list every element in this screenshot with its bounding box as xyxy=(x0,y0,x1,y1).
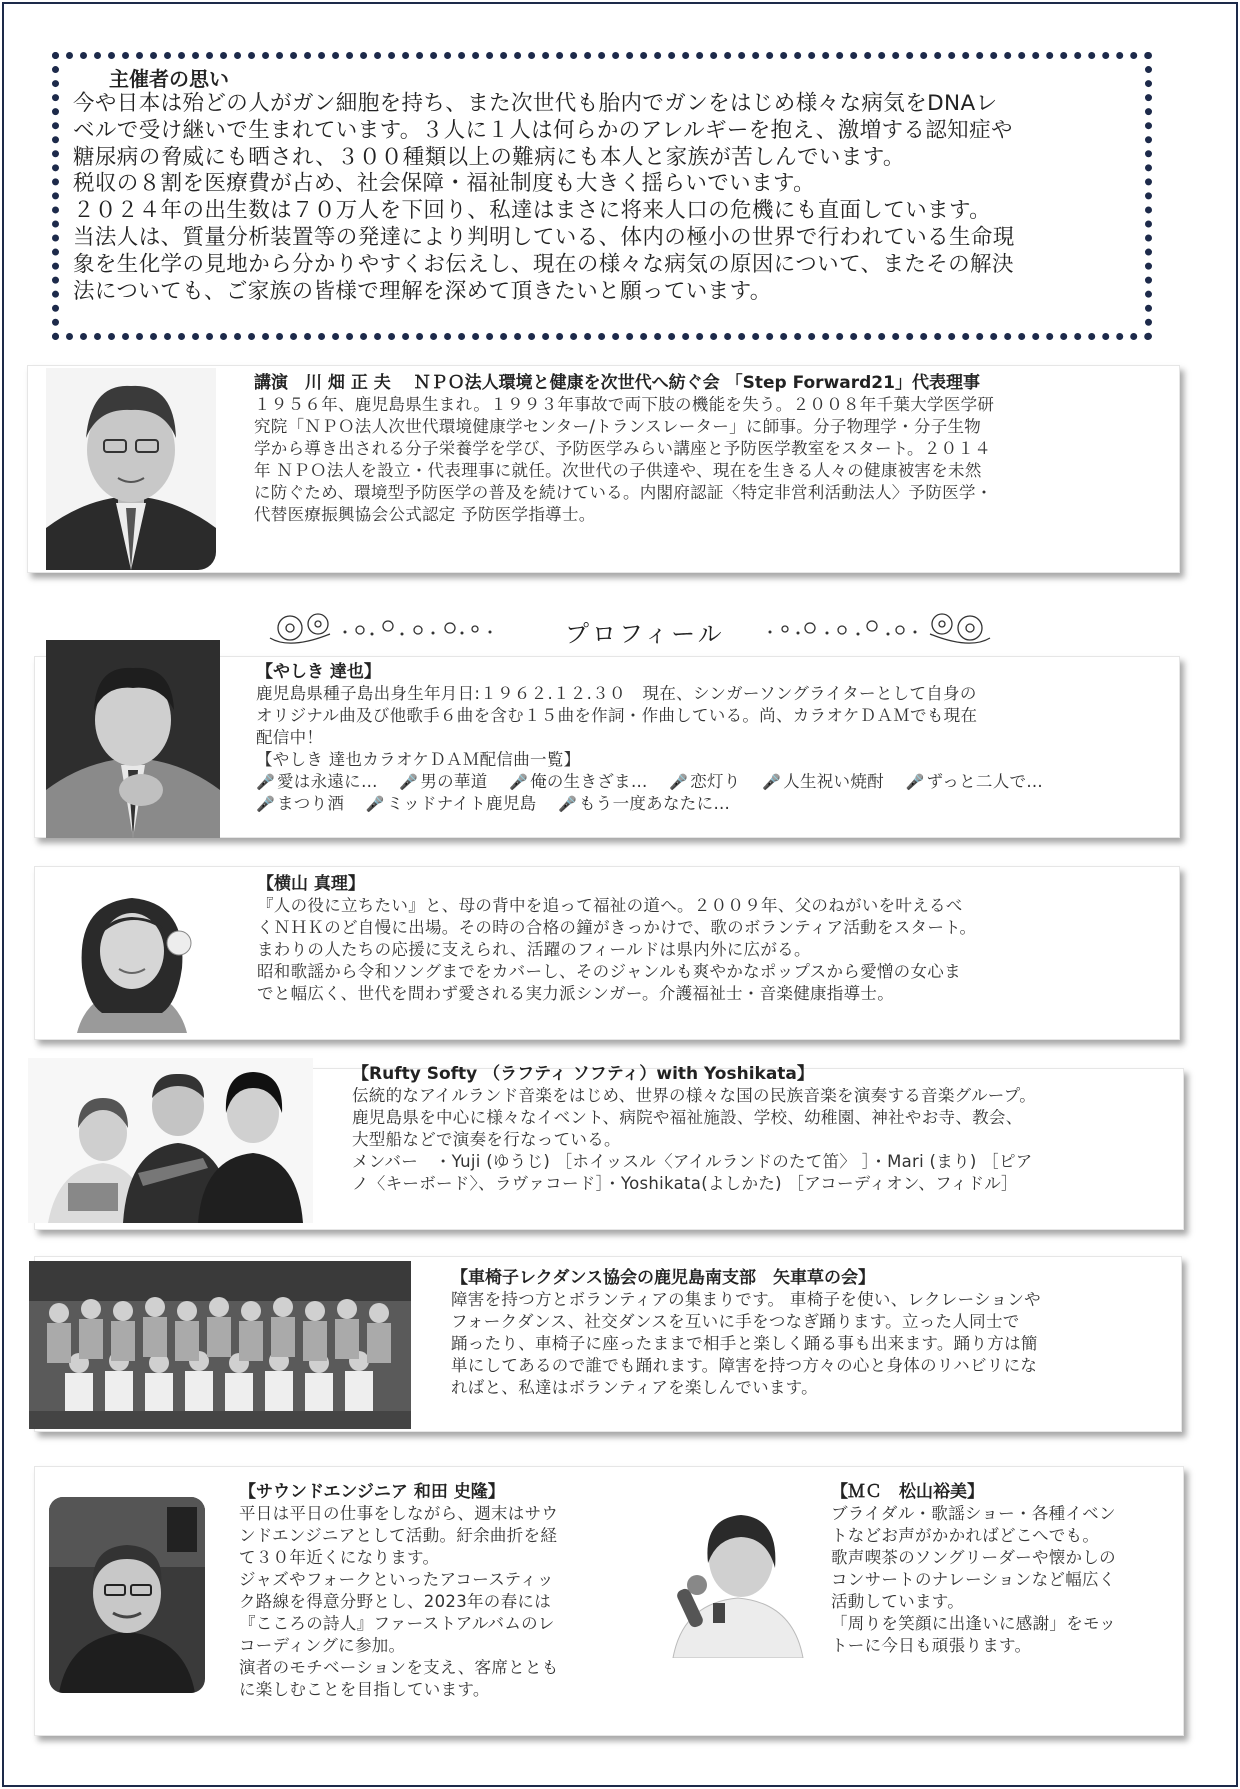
profile-title: プロフィール xyxy=(565,620,725,648)
yokoyama-card xyxy=(34,866,1180,1040)
song-list-heading: 【やしき 達也カラオケＤＡＭ配信曲一覧】 xyxy=(256,750,581,769)
yokoyama-bio xyxy=(257,895,1172,1005)
intro-line: ベルで受け継いで生まれています。３人に１人は何らかのアレルギーを抱え、激増する認知症や xyxy=(73,117,1013,143)
bio-line: 活動しています。 xyxy=(831,1592,965,1611)
microphone-icon: 🎤 xyxy=(905,773,925,791)
song-item: 🎤 恋灯り xyxy=(669,772,741,791)
microphone-icon: 🎤 xyxy=(399,773,419,791)
organizer-message-box xyxy=(52,52,1152,340)
organizer-message-title: 主催者の思い xyxy=(109,67,229,91)
wheelchair-dance-bio xyxy=(451,1289,1176,1399)
staff-card xyxy=(34,1466,1184,1736)
bio-line: 障害を持つ方とボランティアの集まりです。 車椅子を使い、レクレーションや xyxy=(451,1290,1041,1309)
intro-line: 法についても、ご家族の皆様で理解を深めて頂きたいと願っています。 xyxy=(73,278,772,304)
bio-line: 単にしてあるので誰でも踊れます。障害を持つ方々の心と身体のリハビリにな xyxy=(451,1356,1038,1375)
microphone-icon: 🎤 xyxy=(256,773,275,791)
bio-line: に楽しむことを目指しています。 xyxy=(239,1680,490,1699)
song-item: 🎤 俺の生きざま… xyxy=(509,772,648,791)
bio-line: ノ〈キーボード〉、ラヴァコード］・Yoshikata(よしかた) ［アコーディオン、フィドル］ xyxy=(352,1174,1018,1193)
bio-line: ればと、私達はボランティアを楽しんでいます。 xyxy=(451,1378,818,1397)
wheelchair-dance-heading: 【車椅子レクダンス協会の鹿児島南支部 矢車草の会】 xyxy=(451,1268,875,1288)
bio-line: まわりの人たちの応援に支えられ、活躍のフィールドは県内外に広がる。 xyxy=(257,940,811,959)
microphone-icon: 🎤 xyxy=(762,773,782,791)
bio-line: トーに今日も頑張ります。 xyxy=(831,1636,1032,1655)
sound-engineer-photo xyxy=(49,1497,205,1693)
bio-line: フォークダンス、社交ダンスを互いに手をつなぎ踊ります。立った人同士で xyxy=(451,1312,1020,1331)
bio-line: 演者のモチベーションを支え、客席ととも xyxy=(239,1658,559,1677)
bio-line: くＮＨＫのど自慢に出場。その時の合格の鐘がきっかけで、歌のボランティア活動をスタート。 xyxy=(257,918,977,937)
bio-line: 究院「ＮＰＯ法人次世代環境健康学センター/トランスレーター」に師事。分子物理学・分子生物 xyxy=(254,417,982,436)
bio-line: 伝統的なアイルランド音楽をはじめ、世界の様々な国の民族音楽を演奏する音楽グループ。 xyxy=(352,1086,1037,1105)
song-item: 🎤 愛は永遠に… xyxy=(256,772,378,791)
mc-photo xyxy=(653,1493,805,1658)
bio-line: 『こころの詩人』ファーストアルバムのレ xyxy=(239,1614,555,1633)
bio-line: コーディングに参加。 xyxy=(239,1636,406,1655)
bio-line: ク路線を得意分野とし、2023年の春には xyxy=(239,1592,551,1611)
profile-divider xyxy=(260,598,1000,658)
bio-line: 配信中！ xyxy=(256,728,324,747)
song-item: 🎤 ミッドナイト鹿児島 xyxy=(365,794,537,813)
bio-line: ジャズやフォークといったアコースティッ xyxy=(239,1570,554,1589)
song-item: 🎤 人生祝い焼酎 xyxy=(762,772,884,791)
bio-line: 年 ＮＰＯ法人を設立・代表理事に就任。次世代の子供達や、現在を生きる人々の健康被害を未然 xyxy=(254,461,982,480)
intro-line: 当法人は、質量分析装置等の発達により判明している、体内の極小の世界で行われている生命現 xyxy=(73,224,1015,250)
speaker-heading: 講演 川 畑 正 夫 ＮＰＯ法人環境と健康を次世代へ紡ぐ会 「Step Forward21」代表理事 xyxy=(254,373,980,393)
song-item: 🎤 ずっと二人で… xyxy=(905,772,1044,791)
bio-line: て３０年近くになります。 xyxy=(239,1548,440,1567)
bio-line: トなどお声がかかればどこへでも。 xyxy=(831,1526,1100,1545)
speaker-photo xyxy=(46,368,216,570)
song-item: 🎤 男の華道 xyxy=(399,772,488,791)
intro-line: ２０２４年の出生数は７０万人を下回り、私達はまさに将来人口の危機にも直面しています。 xyxy=(73,198,992,224)
bio-line: 「周りを笑顔に出逢いに感謝」をモッ xyxy=(831,1614,1117,1633)
song-list-row xyxy=(256,793,1176,815)
yokoyama-heading: 【横山 真理】 xyxy=(257,874,365,894)
intro-line: 今や日本は殆どの人がガン細胞を持ち、また次世代も胎内でガンをはじめ様々な病気をDNAレ xyxy=(73,91,998,116)
intro-line: 税収の８割を医療費が占め、社会保障・福祉制度も大きく揺らいでいます。 xyxy=(73,171,816,197)
organizer-message-body xyxy=(73,91,1131,305)
bio-line: １９５６年、鹿児島県生まれ。１９９３年事故で両下肢の機能を失う。２００８年千葉大学医学研 xyxy=(254,395,995,414)
intro-line: 象を生化学の見地から分かりやすくお伝えし、現在の様々な病気の原因について、またその解決 xyxy=(73,251,1014,277)
bio-line: 学から導き出される分子栄養学を学び、予防医学みらい講座と予防医学教室をスタート。２０１４ xyxy=(254,439,992,458)
sound-engineer-heading: 【サウンドエンジニア 和田 史隆】 xyxy=(239,1482,505,1502)
wheelchair-dance-card xyxy=(34,1256,1182,1432)
song-item: 🎤 まつり酒 xyxy=(256,794,345,813)
song-list-row xyxy=(256,771,1176,793)
microphone-icon: 🎤 xyxy=(256,795,275,813)
bio-line: 鹿児島県を中心に様々なイベント、病院や福祉施設、学校、幼稚園、神社やお寺、教会、 xyxy=(352,1108,1023,1127)
bio-line: 大型船などで演奏を行なっている。 xyxy=(352,1130,621,1149)
yokoyama-photo xyxy=(47,873,217,1033)
microphone-icon: 🎤 xyxy=(509,773,529,791)
bio-line: 踊ったり、車椅子に座ったままで相手と楽しく踊る事も出来ます。踊り方は簡 xyxy=(451,1334,1038,1353)
bio-line: 平日は平日の仕事をしながら、週末はサウ xyxy=(239,1504,559,1523)
bio-line: ンドエンジニアとして活動。紆余曲折を経 xyxy=(239,1526,558,1545)
bio-line: 鹿児島県種子島出身生年月日:１９６２.１２.３０ 現在、シンガーソングライターとして自身の xyxy=(256,684,977,703)
bio-line: 昭和歌謡から令和ソングまでをカバーし、そのジャンルも爽やかなポップスから愛憎の女心ま xyxy=(257,962,961,981)
microphone-icon: 🎤 xyxy=(365,795,385,813)
bio-line: ブライダル・歌謡ショー・各種イベン xyxy=(831,1504,1116,1523)
rufty-softy-bio xyxy=(352,1085,1182,1195)
bio-line: 歌声喫茶のソングリーダーや懐かしの xyxy=(831,1548,1116,1567)
bio-line: オリジナル曲及び他歌手６曲を含む１５曲を作詞・作曲している。尚、カラオケＤＡＭでも現在 xyxy=(256,706,978,725)
yashiki-heading: 【やしき 達也】 xyxy=(256,662,381,682)
rufty-softy-heading: 【Rufty Softy （ラフティ ソフティ）with Yoshikata】 xyxy=(352,1064,814,1084)
mc-bio xyxy=(831,1503,1171,1657)
microphone-icon: 🎤 xyxy=(669,773,689,791)
yashiki-bio xyxy=(256,683,1176,815)
microphone-icon: 🎤 xyxy=(557,795,577,813)
bio-line: 『人の役に立ちたい』と、母の背中を追って福祉の道へ。２００９年、父のねがいを叶えるべ xyxy=(257,896,963,915)
speaker-card xyxy=(27,365,1180,573)
bio-line: でと幅広く、世代を問わず愛される実力派シンガー。介護福祉士・音楽健康指導士。 xyxy=(257,984,894,1003)
sound-engineer-bio xyxy=(239,1503,659,1701)
rufty-softy-photo xyxy=(28,1058,313,1223)
song-item: 🎤 もう一度あなたに… xyxy=(557,794,731,813)
intro-line: 糖尿病の脅威にも晒され、３００種類以上の難病にも本人と家族が苦しんでいます。 xyxy=(73,144,905,170)
bio-line: メンバー ・Yuji (ゆうじ) ［ホイッスル〈アイルランドのたて笛〉 ］・Mari (まり) ［ピア xyxy=(352,1152,1033,1171)
speaker-bio xyxy=(254,394,1174,526)
bio-line: に防ぐため、環境型予防医学の普及を続けている。内閣府認証〈特定非営利活動法人〉予防医学・ xyxy=(254,483,993,502)
wheelchair-dance-group-photo xyxy=(29,1261,411,1429)
bio-line: コンサートのナレーションなど幅広く xyxy=(831,1570,1116,1589)
mc-heading: 【ＭＣ 松山裕美】 xyxy=(831,1482,984,1502)
yashiki-photo xyxy=(46,640,220,838)
bio-line: 代替医療振興協会公式認定 予防医学指導士。 xyxy=(254,505,596,524)
